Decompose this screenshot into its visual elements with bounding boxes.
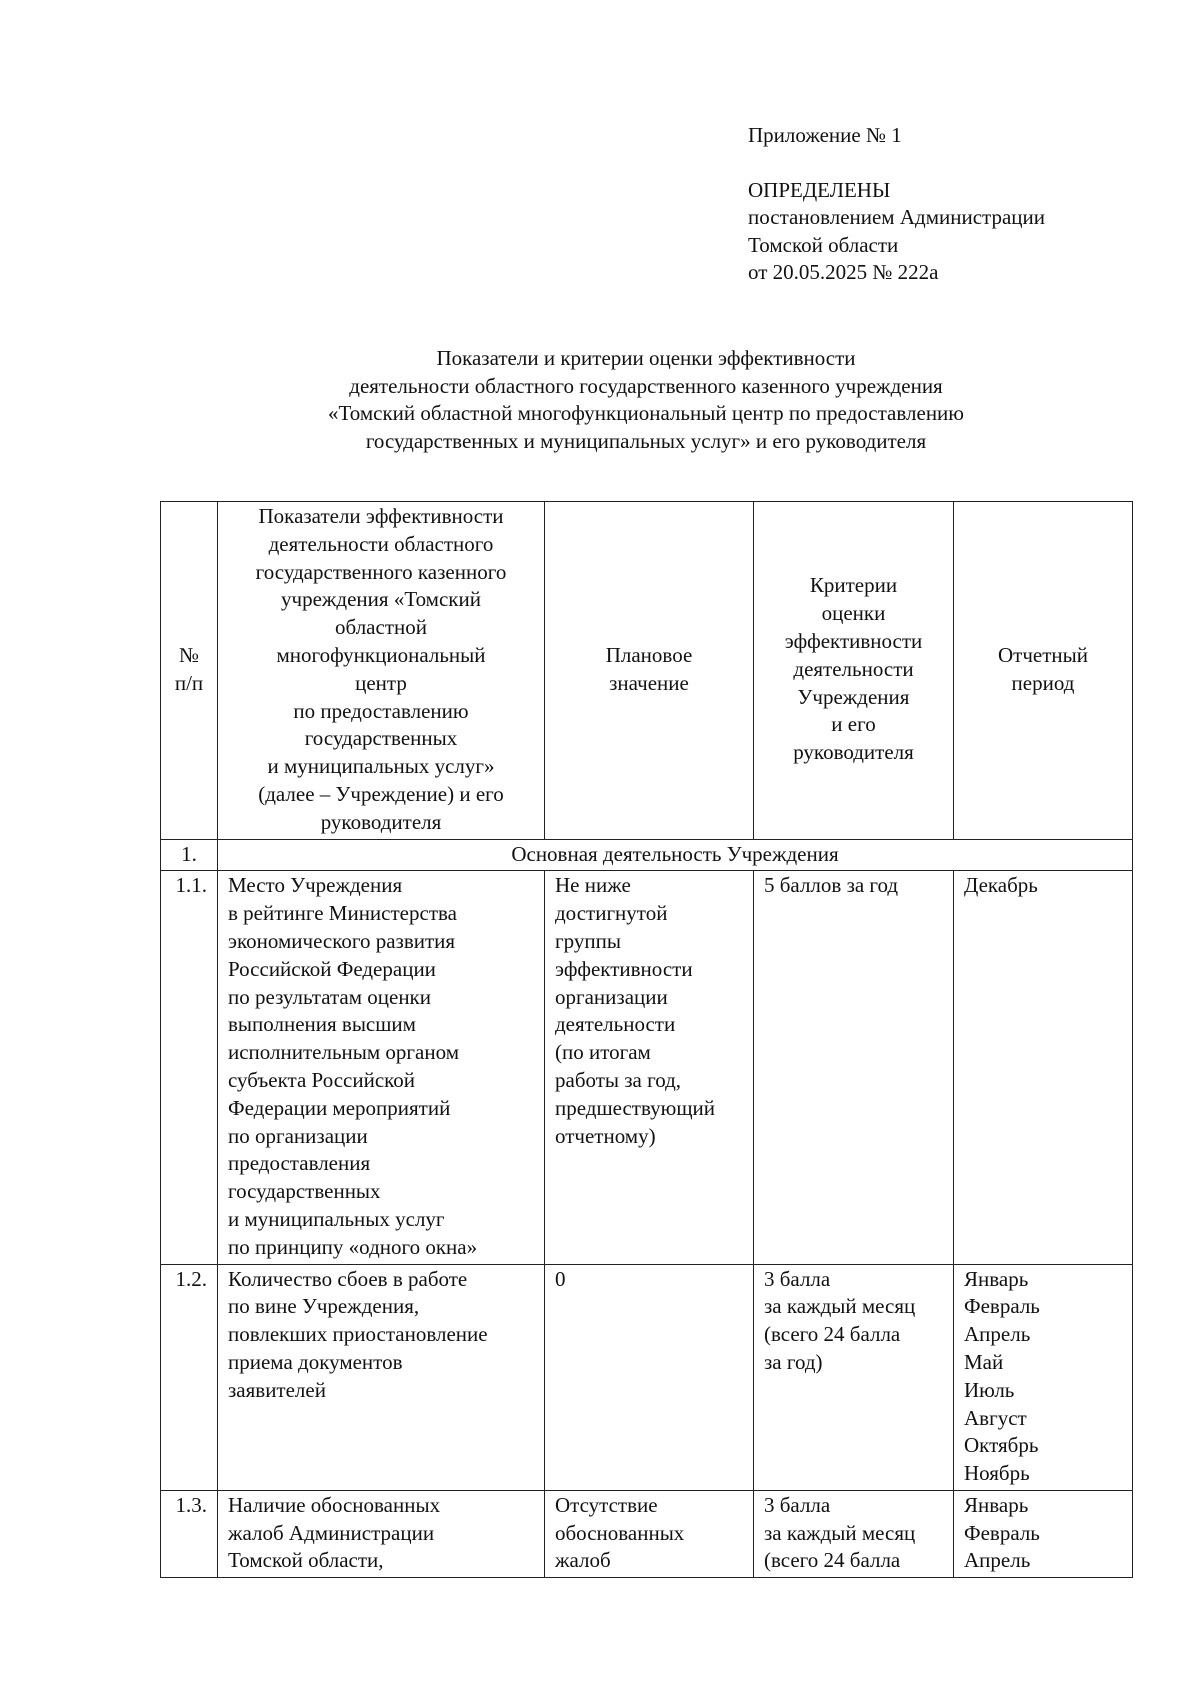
title-line-4: государственных и муниципальных услуг» и его руководителя [365,428,927,453]
section-num: 1. [161,839,218,871]
row-plan: 0 [545,1264,754,1490]
appendix-label: Приложение № 1 [748,123,902,147]
row-plan: Отсутствие обоснованных жалоб [545,1490,754,1577]
row-num: 1.2. [161,1264,218,1490]
approval-heading: ОПРЕДЕЛЕНЫ [748,177,891,202]
row-indicator: Наличие обоснованных жалоб Администрации Томской области, [218,1490,545,1577]
spacer [748,150,1168,177]
approval-line-2: Томской области [748,232,899,257]
row-indicator: Количество сбоев в работе по вине Учреждения, повлекших приостановление приема документов заявителей [218,1264,545,1490]
row-num: 1.1. [161,871,218,1264]
section-row [161,839,1133,871]
header-indicator: Показатели эффективности деятельности областного государственного казенного учреждения «Томский областной многофункциональный центр по предоставлению государственных и муниципальных услуг» (далее – Учреждение) и его руководителя [218,502,545,840]
appendix-block [748,122,1168,287]
row-criteria: 3 балла за каждый месяц (всего 24 балла [754,1490,954,1577]
row-period: Январь Февраль Апрель Май Июль Август Октябрь Ноябрь [954,1264,1133,1490]
header-period: Отчетный период [954,502,1133,840]
table-row [161,871,1133,1264]
row-num: 1.3. [161,1490,218,1577]
section-title: Основная деятельность Учреждения [218,839,1133,871]
row-plan: Не ниже достигнутой группы эффективности организации деятельности (по итогам работы за год, предшествующий отчетному) [545,871,754,1264]
title-line-1: Показатели и критерии оценки эффективности [436,346,856,370]
row-period: Декабрь [954,871,1133,1264]
title-line-2: деятельности областного государственного казенного учреждения [349,373,943,398]
header-num: № п/п [161,502,218,840]
row-criteria: 5 баллов за год [754,871,954,1264]
row-criteria: 3 балла за каждый месяц (всего 24 балла за год) [754,1264,954,1490]
indicators-table [160,501,1133,1578]
document-title [160,345,1132,455]
row-indicator: Место Учреждения в рейтинге Министерства экономического развития Российской Федерации по результатам оценки выполнения высшим исполнительным органом субъекта Российской Федерации мероприятий по организации предоставления государственных и муниципальных услуг по принципу «одного окна» [218,871,545,1264]
table-header-row [161,502,1133,840]
header-plan: Плановое значение [545,502,754,840]
table-row [161,1264,1133,1490]
header-criteria: Критерии оценки эффективности деятельности Учреждения и его руководителя [754,502,954,840]
approval-line-1: постановлением Администрации [748,205,1045,229]
table-row [161,1490,1133,1577]
title-line-3: «Томский областной многофункциональный центр по предоставлению [328,401,964,425]
approval-line-3: от 20.05.2025 № 222а [748,260,939,284]
row-period: Январь Февраль Апрель [954,1490,1133,1577]
